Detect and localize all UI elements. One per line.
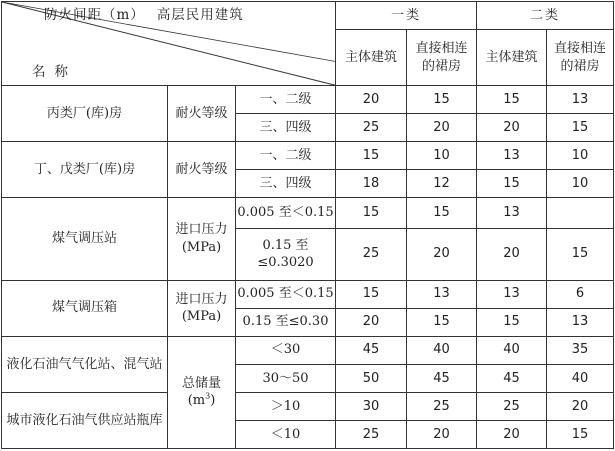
value-cell: 25 [407, 392, 477, 420]
sub-condition-line2: ≤0.3020 [257, 255, 314, 271]
group-name: 丁、戊类厂(库)房 [2, 142, 168, 198]
sub-condition [236, 228, 336, 280]
class-one-header: 一类 [336, 2, 477, 30]
corner-top-right-label: 高层民用建筑 [156, 7, 244, 23]
sub-condition: ＜30 [236, 336, 336, 364]
value-cell: 20 [547, 392, 614, 420]
value-cell: 6 [547, 280, 614, 308]
corner-top-left-label: 防火间距（m） [44, 7, 145, 23]
value-cell [547, 198, 614, 228]
sub-condition: 一、二级 [236, 142, 336, 170]
group-name: 液化石油气气化站、混气站 [2, 336, 168, 392]
unit-superscript: 3 [205, 392, 211, 402]
table-row [2, 86, 614, 114]
value-cell: 15 [547, 420, 614, 448]
table-row [2, 142, 614, 170]
group-name: 丙类厂(库)房 [2, 86, 168, 142]
table-row [2, 198, 614, 228]
value-cell: 13 [477, 280, 547, 308]
unit-text: (m [187, 393, 206, 409]
value-cell: 50 [336, 364, 407, 392]
value-cell: 13 [477, 142, 547, 170]
value-cell: 20 [407, 420, 477, 448]
corner-top-text [44, 6, 244, 24]
value-cell: 45 [407, 364, 477, 392]
value-cell: 10 [407, 142, 477, 170]
class-one-main-building-header: 主体建筑 [336, 30, 407, 86]
value-cell: 15 [477, 170, 547, 198]
table-row [2, 336, 614, 364]
sub-condition: 0.005 至＜0.15 [236, 198, 336, 228]
condition-line2: (MPa) [181, 240, 222, 256]
value-cell: 20 [477, 114, 547, 142]
value-cell: 12 [407, 170, 477, 198]
sub-condition: ＞10 [236, 392, 336, 420]
table-row [2, 392, 614, 420]
value-cell: 25 [477, 392, 547, 420]
value-cell: 13 [407, 280, 477, 308]
condition-line2: (MPa) [181, 309, 222, 325]
value-cell: 30 [336, 392, 407, 420]
value-cell: 13 [477, 198, 547, 228]
value-cell: 15 [407, 198, 477, 228]
condition-label [168, 336, 236, 448]
value-cell: 40 [477, 336, 547, 364]
value-cell: 10 [547, 142, 614, 170]
value-cell: 20 [477, 228, 547, 280]
header-corner-cell [2, 2, 336, 86]
value-cell: 15 [336, 280, 407, 308]
class-two-annex-header [547, 30, 614, 86]
value-cell: 20 [407, 114, 477, 142]
value-cell: 15 [477, 308, 547, 336]
unit-close: ) [210, 393, 216, 409]
value-cell: 15 [547, 114, 614, 142]
value-cell: 40 [407, 336, 477, 364]
value-cell: 15 [407, 308, 477, 336]
condition-label: 耐火等级 [168, 142, 236, 198]
value-cell: 15 [336, 198, 407, 228]
value-cell: 13 [547, 308, 614, 336]
condition-label [168, 280, 236, 336]
value-cell: 20 [407, 228, 477, 280]
value-cell: 20 [336, 86, 407, 114]
sub-condition: 0.15 至≤0.30 [236, 308, 336, 336]
condition-line1: 进口压力 [175, 291, 228, 307]
sub-condition-line1: 0.15 至 [262, 237, 309, 253]
annex-line2: 的裙房 [422, 58, 462, 74]
condition-label: 耐火等级 [168, 86, 236, 142]
sub-condition: 30～50 [236, 364, 336, 392]
annex-line1: 直接相连 [415, 41, 468, 57]
condition-line1: 进口压力 [175, 222, 228, 238]
value-cell: 25 [336, 114, 407, 142]
value-cell: 13 [547, 86, 614, 114]
sub-condition: ＜10 [236, 420, 336, 448]
value-cell: 18 [336, 170, 407, 198]
sub-condition: 三、四级 [236, 170, 336, 198]
annex-line1: 直接相连 [554, 41, 607, 57]
value-cell: 25 [336, 420, 407, 448]
sub-condition: 三、四级 [236, 114, 336, 142]
value-cell: 15 [407, 86, 477, 114]
value-cell: 15 [477, 86, 547, 114]
value-cell: 45 [477, 364, 547, 392]
sub-condition: 一、二级 [236, 86, 336, 114]
condition-unit [188, 393, 216, 408]
value-cell: 20 [477, 420, 547, 448]
class-one-annex-header [407, 30, 477, 86]
value-cell: 10 [547, 170, 614, 198]
class-two-header: 二类 [477, 2, 614, 30]
group-name: 煤气调压站 [2, 198, 168, 280]
condition-label [168, 198, 236, 280]
value-cell: 45 [336, 336, 407, 364]
value-cell: 20 [336, 308, 407, 336]
value-cell: 25 [336, 228, 407, 280]
condition-line1: 总储量 [181, 375, 221, 391]
class-two-main-building-header: 主体建筑 [477, 30, 547, 86]
sub-condition: 0.005 至＜0.15 [236, 280, 336, 308]
annex-line2: 的裙房 [560, 58, 600, 74]
value-cell: 15 [336, 142, 407, 170]
value-cell: 40 [547, 364, 614, 392]
value-cell: 15 [547, 228, 614, 280]
fire-distance-table [1, 1, 614, 449]
group-name: 煤气调压箱 [2, 280, 168, 336]
table-row [2, 280, 614, 308]
corner-bottom-label: 名称 [32, 63, 77, 80]
group-name: 城市液化石油气供应站瓶库 [2, 392, 168, 448]
value-cell: 35 [547, 336, 614, 364]
